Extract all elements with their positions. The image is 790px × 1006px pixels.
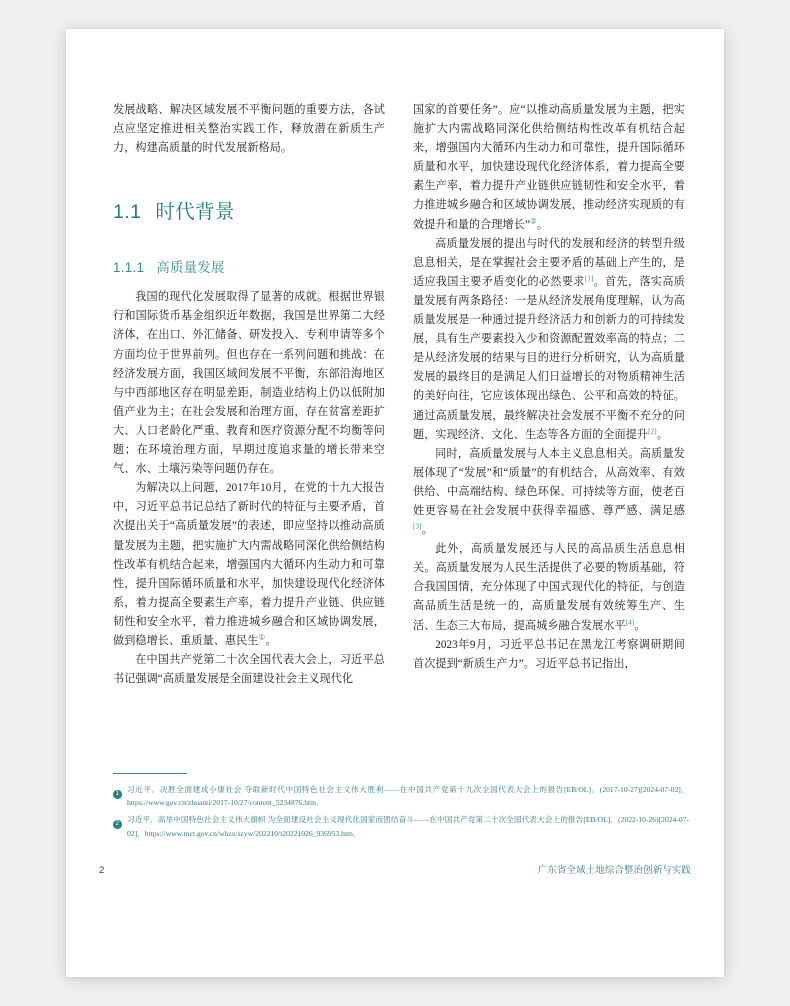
page-content xyxy=(113,101,686,689)
right-paragraph-3-part1: 同时，高质量发展与人本主义息息相关。高质量发展体现了“发展”和“质量”的有机结合，从高效率、有效供给、中高端结构、绿色环保、可持续等方面，使老百姓更容易在社会发展中获得幸福感、尊严感、满足感 xyxy=(413,447,685,517)
subsection-heading-number: 1.1.1 xyxy=(113,260,145,276)
subsection-heading xyxy=(113,257,385,276)
right-paragraph-4-part1: 此外，高质量发展还与人民的高品质生活息息相关。高质量发展为人民生活提供了必要的物质基础，符合我国国情，充分体现了中国式现代化的特征，与创造高品质生活是统一的，高质量发展有效统筹生产、生活、生态三大布局，提高城乡融合发展水平 xyxy=(413,543,685,632)
left-column xyxy=(113,101,385,689)
footnote-number-icon: 1 xyxy=(113,786,127,794)
right-paragraph-2-part3: 。 xyxy=(656,428,668,441)
right-paragraph-5: 2023年9月，习近平总书记在黑龙江考察调研期间首次提到“新质生产力”。习近平总书记指出， xyxy=(413,638,685,670)
citation-ref-4[interactable]: [4] xyxy=(625,617,635,626)
right-paragraph-4 xyxy=(413,540,685,635)
left-paragraph-2-text: 为解决以上问题，2017年10月，在党的十九大报告中，习近平总书记总结了新时代的特征与主要矛盾，首次提出关于“高质量发展”的表述，即应坚持以推动高质量发展为主题，把实施扩大内需战略同深化供给侧结构性改革有机结合起来，增强国内大循环内生动力和可靠性，提升国际循环质量和水平，加快建设现代化经济体系，着力提高全要素生产率，着力提升产业链、供应链韧性和安全水平，着力推进城乡融合和区域协调发展，做到稳增长、重质量、惠民生 xyxy=(113,482,385,647)
right-paragraph-2-part1: 高质量发展的提出与时代的发展和经济的转型升级息息相关，是在掌握社会主要矛盾的基础上产生的，是适应我国主要矛盾变化的必然要求 xyxy=(413,237,685,288)
right-paragraph-3-part2: 。 xyxy=(421,524,433,537)
footnote-marker-2[interactable]: ② xyxy=(529,215,537,225)
page-number: 2 xyxy=(99,865,105,876)
citation-ref-3[interactable]: [3] xyxy=(413,522,422,531)
right-paragraph-1-tail: 。 xyxy=(536,218,549,231)
right-paragraph-4-part2: 。 xyxy=(634,619,646,632)
footnote-text: 习近平．高举中国特色社会主义伟大旗帜 为全面建设社会主义现代化国家而团结奋斗——在中国共产党第二十次全国代表大会上的报告[EB/OL]．(2022-10-26)[2024-07-02]．https://www.mct.gov.cn/whzx/szyw/202210/t20221026_936953.htm． xyxy=(127,815,689,838)
left-paragraph-2-tail: 。 xyxy=(265,634,277,647)
section-heading xyxy=(113,196,385,224)
section-heading-title: 时代背景 xyxy=(155,201,235,224)
section-heading-number: 1.1 xyxy=(113,201,142,224)
right-paragraph-2 xyxy=(413,235,685,445)
left-paragraph-2 xyxy=(113,479,385,651)
intro-paragraph: 发展战略、解决区域发展不平衡问题的重要方法，各试点应坚定推进相关整治实践工作，释放潜在新质生产力，构建高质量的时代发展新格局。 xyxy=(113,104,385,155)
footnote-item xyxy=(113,783,689,809)
footnote-number-icon: 2 xyxy=(113,816,127,824)
footer-book-title: 广东省全域土地综合整治创新与实践 xyxy=(537,866,691,876)
footnote-divider xyxy=(113,773,187,774)
document-page xyxy=(66,29,724,977)
footnote-item xyxy=(113,813,689,839)
right-column xyxy=(413,101,685,674)
citation-ref-2[interactable]: [2] xyxy=(648,426,657,435)
footnote-text: 习近平．决胜全面建成小康社会 夺取新时代中国特色社会主义伟大胜利——在中国共产党第十九次全国代表大会上的报告[EB/OL]．(2017-10-27)[2024-07-02]．https://www.gov.cn/zhuanti/2017-10/27/content_5234876.htm． xyxy=(127,785,689,808)
left-paragraph-1: 我国的现代化发展取得了显著的成就。根据世界银行和国际货币基金组织近年数据，我国是世界第二大经济体，在出口、外汇储备、研发投入、专利申请等多个方面均位于世界前列。但也存在一系列问题和挑战：在经济发展方面，我国区域间发展不平衡，东部沿海地区与中西部地区存在明显差距，制造业结构上仍以低附加值产业为主；在社会发展和治理方面，存在贫富差距扩大、人口老龄化严重、教育和医疗资源分配不均衡等问题；在环境治理方面，早期过度追求量的增长带来空气、水、土壤污染等问题仍存在。 xyxy=(113,291,385,476)
right-paragraph-1-text: 国家的首要任务”。应“以推动高质量发展为主题，把实施扩大内需战略同深化供给侧结构性改革有机结合起来，增强国内大循环内生动力和可靠性，提升国际循环质量和水平，加快建设现代化经济体系，着力提高全要素生产率，着力提升产业链供应链韧性和安全水平，着力推进城乡融合和区域协调发展，推动经济实现质的有效提升和量的合理增长” xyxy=(413,104,685,231)
two-column-layout xyxy=(113,101,686,689)
footnotes-section xyxy=(113,773,689,844)
footnote-marker-1[interactable]: ① xyxy=(258,632,266,642)
right-paragraph-3 xyxy=(413,445,685,540)
left-paragraph-3: 在中国共产党第二十次全国代表大会上，习近平总书记强调“高质量发展是全面建设社会主义现代化 xyxy=(113,654,385,686)
subsection-heading-title: 高质量发展 xyxy=(156,260,225,276)
right-paragraph-2-part2: 。首先，落实高质量发展有两条路径：一是从经济发展角度理解，认为高质量发展是一种通过提升经济活力和创新力的可持续发展，具有生产要素投入少和资源配置效率高的特点；二是从经济发展的结果与目的进行分析研究，认为高质量发展的最终目的是满足人们日益增长的对物质精神生活的美好向往，它应该体现出绿色、公平和高效的特征。通过高质量发展，最终解决社会发展不平衡不充分的问题，实现经济、文化、生态等各方面的全面提升 xyxy=(413,275,685,441)
page-footer xyxy=(99,862,691,876)
citation-ref-1[interactable]: [1] xyxy=(584,274,594,283)
right-paragraph-1 xyxy=(413,101,685,235)
